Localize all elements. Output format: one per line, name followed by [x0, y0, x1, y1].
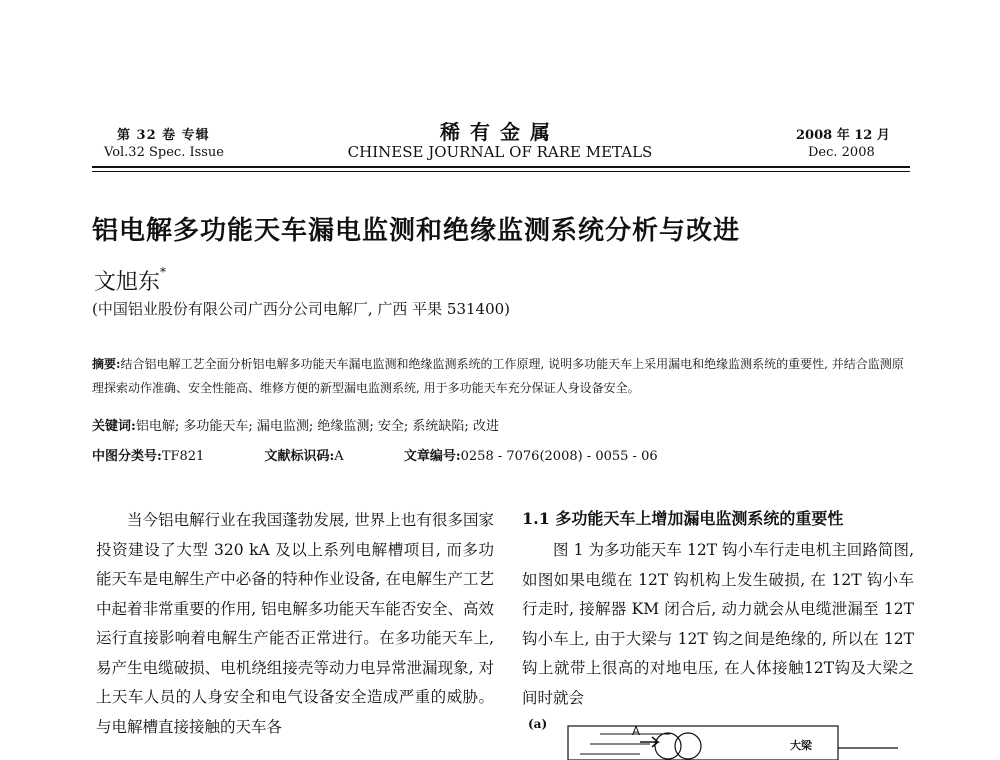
affiliation: (中国铝业股份有限公司广西分公司电解厂, 广西 平果 531400) [92, 300, 511, 318]
abstract-text: 结合铝电解工艺全面分析铝电解多功能天车漏电监测和绝缘监测系统的工作原理, 说明多功能天车上采用漏电和绝缘监测系统的重要性, 并结合监测原理探索动作准确、安全性能高、维修方便的新型漏电监测系统, 用于多功能天车充分保证人身设备安全。 [92, 357, 904, 395]
keywords-text: 铝电解; 多功能天车; 漏电监测; 绝缘监测; 安全; 系统缺陷; 改进 [135, 419, 499, 434]
doc-code-field [264, 449, 371, 464]
volume-cn: 第 32 卷 专辑 [117, 128, 210, 143]
article-no-label: 文章编号: [403, 449, 461, 464]
motor-circle-right [675, 733, 701, 759]
section-paragraph: 图 1 为多功能天车 12T 钩小车行走电机主回路简图, 如图如果电缆在 12T 钩机构上发生破损, 在 12T 钩小车行走时, 接解器 KM 闭合后, 动力就会从电缆泄漏至 12T 钩小车上, 由于大梁与 12T 钩之间是绝缘的, 所以在 12T 钩上就带上很高的对地电压, 在人体接触12T钩及大梁之间时就会 [522, 541, 914, 707]
volume-en: Vol.32 Spec. Issue [104, 145, 224, 160]
article-no-value: 0258 - 7076(2008) - 0055 - 06 [460, 449, 658, 464]
right-column [522, 536, 914, 713]
classification-line [92, 445, 714, 464]
author [94, 265, 166, 296]
figure-panel-label: (a) [528, 717, 548, 731]
author-name: 文旭东 [94, 270, 161, 295]
section-heading: 1.1 多功能天车上增加漏电监测系统的重要性 [522, 509, 844, 528]
issue-date-en: Dec. 2008 [808, 145, 875, 160]
node-a-label: A [632, 724, 641, 738]
abstract [92, 352, 910, 400]
article-title: 铝电解多功能天车漏电监测和绝缘监测系统分析与改进 [92, 216, 741, 246]
keywords [92, 415, 499, 434]
journal-title-en: CHINESE JOURNAL OF RARE METALS [347, 143, 653, 161]
intro-paragraph: 当今铝电解行业在我国蓬勃发展, 世界上也有很多国家投资建设了大型 320 kA 及以上系列电解槽项目, 而多功能天车是电解生产中必备的特种作业设备, 在电解生产工艺中起着非常重要的作用, 铝电解多功能天车能否安全、高效运行直接影响着电解生产能否正常进行。在多功能天车上, 易产生电缆破损、电机绕组接壳等动力电异常泄漏现象, 对上天车人员的人身安全和电气设备安全造成严重的威胁。与电解槽直接接触的天车各 [96, 511, 494, 736]
journal-title-cn: 稀有金属 [440, 120, 560, 144]
author-mark: * [160, 265, 167, 279]
left-column [96, 506, 494, 742]
motor-circle-left [655, 733, 681, 759]
header-rule-thick [92, 166, 910, 168]
keywords-label: 关键词: [92, 419, 136, 434]
doc-code-label: 文献标识码: [264, 449, 335, 464]
clc-field [92, 449, 232, 464]
issue-date-cn: 2008 年 12 月 [796, 128, 890, 143]
article-no-field [404, 449, 686, 464]
circuit-figure [520, 720, 910, 760]
clc-value: TF821 [161, 449, 205, 464]
clc-label: 中图分类号: [92, 449, 162, 464]
abstract-label: 摘要: [92, 357, 121, 371]
header-rule-thin [92, 171, 910, 172]
doc-code-value: A [334, 449, 344, 464]
beam-label: 大梁 [790, 739, 812, 752]
